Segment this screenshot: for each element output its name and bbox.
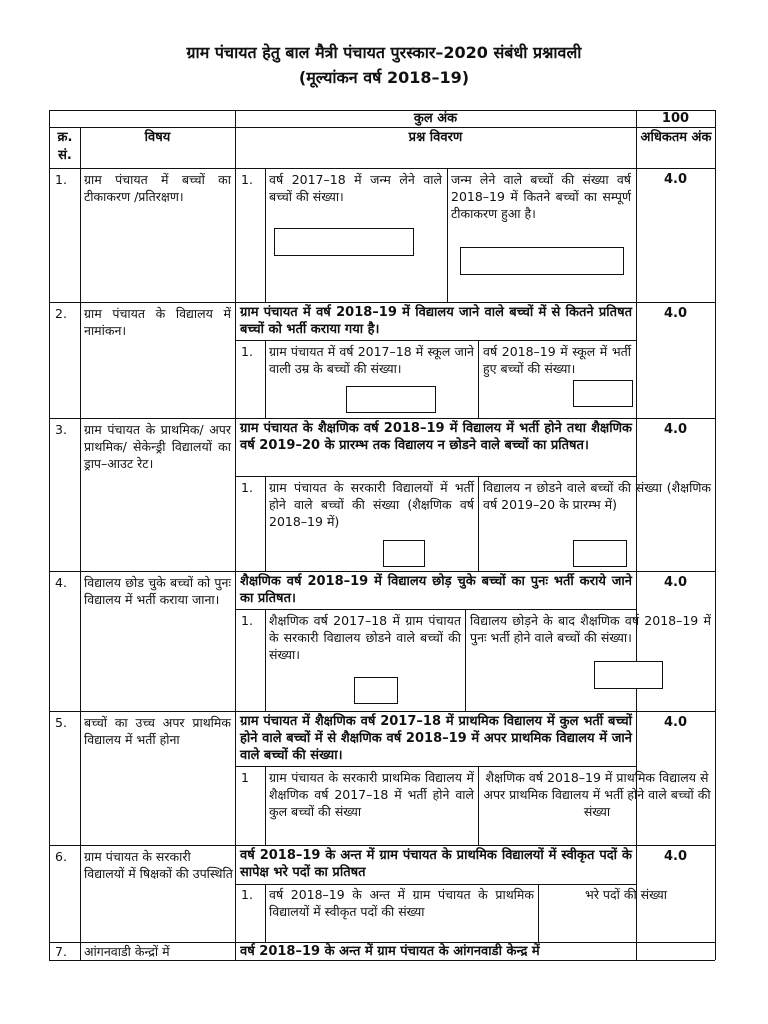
table-rule: [715, 110, 716, 960]
sub-item-number: 1.: [241, 344, 253, 359]
table-rule: [49, 571, 715, 572]
row-number: 5.: [55, 715, 67, 730]
sub-item-number: 1.: [241, 887, 253, 902]
max-marks-header: अधिकतम अंक: [640, 130, 712, 145]
table-rule: [49, 302, 715, 303]
table-rule: [235, 609, 636, 610]
table-rule: [49, 418, 715, 419]
row-heading: शैक्षणिक वर्ष 2018–19 में विद्यालय छोड़ चुके बच्चों का पुनः भर्ती कराये जाने का प्रतिषत।: [240, 574, 632, 606]
row-max-marks: 4.0: [663, 172, 688, 187]
sub-item-left: ग्राम पंचायत के सरकारी विद्यालयों में भर्ती होने वाले बच्चों की संख्या (शैक्षणिक वर्ष 2018–19 में): [269, 480, 474, 529]
sub-item-number: 1.: [241, 172, 253, 187]
row-number: 2.: [55, 306, 67, 321]
sub-item-right: विद्यालय न छोडने वाले बच्चों की संख्या (शैक्षणिक वर्ष 2019–20 के प्रारम्भ में): [483, 480, 711, 512]
total-marks-value: 100: [661, 111, 690, 126]
row-heading: ग्राम पंचायत के शैक्षणिक वर्ष 2018–19 में विद्यालय में भर्ती होने तथा शैक्षणिक वर्ष 2019–20 के प्रारम्भ तक विद्यालय न छोडने वाले बच्चों का प्रतिषत।: [240, 421, 632, 453]
table-rule: [265, 609, 266, 711]
table-rule: [49, 711, 715, 712]
sub-item-left: वर्ष 2018–19 के अन्त में ग्राम पंचायत के प्राथमिक विद्यालयों में स्वीकृत पदों की संख्या: [269, 887, 534, 919]
table-rule: [478, 340, 479, 418]
table-rule: [636, 110, 637, 960]
row-number: 1.: [55, 172, 67, 187]
table-rule: [49, 845, 715, 846]
sub-item-right: वर्ष 2018–19 में स्कूल में भर्ती हुए बच्चों की संख्या।: [483, 344, 631, 376]
page-title: ग्राम पंचायत हेतु बाल मैत्री पंचायत पुरस्कार–2020 संबंधी प्रश्नावली: [186, 43, 582, 62]
table-rule: [49, 127, 715, 128]
answer-box[interactable]: [573, 380, 633, 407]
row-max-marks: 4.0: [663, 849, 688, 864]
page-subtitle: (मूल्यांकन वर्ष 2018–19): [298, 68, 470, 87]
table-rule: [265, 766, 266, 845]
table-rule: [235, 110, 236, 960]
row-number: 3.: [55, 422, 67, 437]
row-heading: वर्ष 2018–19 के अन्त में ग्राम पंचायत के आंगनवाडी केन्द्र में: [240, 944, 540, 959]
table-rule: [49, 110, 50, 960]
row-number: 4.: [55, 575, 67, 590]
sub-item-right: विद्यालय छोड़ने के बाद शैक्षणिक वर्ष 2018–19 में पुनः भर्ती होने वाले बच्चों की संख्या।: [470, 613, 711, 645]
row-subject: ग्राम पंचायत के विद्यालय में नामांकन।: [84, 306, 231, 338]
row-heading: ग्राम पंचायत में शैक्षणिक वर्ष 2017–18 में प्राथमिक विद्यालय में कुल भर्ती बच्चों होने वाले बच्चों में से शैक्षणिक वर्ष 2018–19 में अपर प्राथमिक विद्यालय में जाने वाले बच्चों की संख्या।: [240, 714, 632, 763]
table-rule: [478, 766, 479, 845]
answer-box[interactable]: [573, 540, 627, 567]
answer-box[interactable]: [460, 247, 624, 275]
table-rule: [235, 766, 636, 767]
row-subject: आंगनवाडी केन्द्रों में: [84, 944, 170, 959]
table-rule: [235, 884, 636, 885]
table-rule: [265, 476, 266, 571]
answer-box[interactable]: [594, 661, 663, 689]
sub-item-left: ग्राम पंचायत के सरकारी प्राथमिक विद्यालय में शैक्षणिक वर्ष 2017–18 में भर्ती होने वाले कुल बच्चों की संख्या: [269, 770, 474, 819]
row-heading: ग्राम पंचायत में वर्ष 2018–19 में विद्यालय जाने वाले बच्चों में से कितने प्रतिषत बच्चों को भर्ती कराया गया है।: [240, 305, 632, 337]
answer-box[interactable]: [354, 677, 398, 704]
row-max-marks: 4.0: [663, 715, 688, 730]
sub-item-left: वर्ष 2017–18 में जन्म लेने वाले बच्चों की संख्या।: [269, 172, 442, 204]
table-rule: [538, 884, 539, 942]
row-subject: ग्राम पंचायत में बच्चों का टीकाकरण /प्रतिरक्षण।: [84, 172, 231, 204]
question-detail-header: प्रश्न विवरण: [408, 130, 463, 145]
serial-number-header: क्र. सं.: [57, 130, 73, 163]
sub-item-number: 1: [241, 770, 249, 785]
row-heading: वर्ष 2018–19 के अन्त में ग्राम पंचायत के प्राथमिक विद्यालयों में स्वीकृत पदों के सापेक्ष भरे पदों का प्रतिषत: [240, 848, 632, 880]
subject-header: विषय: [144, 130, 171, 145]
sub-item-number: 1.: [241, 480, 253, 495]
sub-item-right: भरे पदों की संख्या: [585, 887, 667, 902]
table-rule: [49, 960, 715, 961]
row-subject: ग्राम पंचायत के प्राथमिक/ अपर प्राथमिक/ सेकेन्ड्री विद्यालयों का ड्राप–आउट रेट।: [84, 422, 231, 471]
answer-box[interactable]: [346, 386, 436, 413]
table-rule: [265, 168, 266, 302]
sub-item-right: शैक्षणिक वर्ष 2018–19 में प्राथमिक विद्यालय से अपर प्राथमिक विद्यालय में भर्ती होने वाले बच्चों की संख्या: [483, 770, 711, 819]
table-rule: [265, 340, 266, 418]
row-number: 6.: [55, 849, 67, 864]
row-max-marks: 4.0: [663, 575, 688, 590]
sub-item-left: ग्राम पंचायत में वर्ष 2017–18 में स्कूल जाने वाली उम्र के बच्चों की संख्या।: [269, 344, 474, 376]
sub-item-number: 1.: [241, 613, 253, 628]
table-rule: [465, 609, 466, 711]
row-subject: बच्चों का उच्च अपर प्राथमिक विद्यालय में भर्ती होना: [84, 715, 231, 747]
sub-item-right: जन्म लेने वाले बच्चों की संख्या वर्ष 2018–19 में कितने बच्चों का सम्पूर्ण टीकाकरण हुआ है।: [451, 172, 631, 221]
table-rule: [49, 168, 715, 169]
table-rule: [235, 476, 636, 477]
row-subject: विद्यालय छोड चुके बच्चों को पुनः विद्यालय में भर्ती कराया जाना।: [84, 575, 231, 607]
row-max-marks: 4.0: [663, 306, 688, 321]
sub-item-left: शैक्षणिक वर्ष 2017–18 में ग्राम पंचायत के सरकारी विद्यालय छोडने वाले बच्चों की संख्या।: [269, 613, 461, 662]
table-rule: [80, 127, 81, 960]
table-rule: [447, 168, 448, 302]
answer-box[interactable]: [274, 228, 414, 256]
total-marks-label: कुल अंक: [413, 111, 458, 126]
table-rule: [235, 340, 636, 341]
table-rule: [265, 884, 266, 942]
row-max-marks: 4.0: [663, 422, 688, 437]
table-rule: [478, 476, 479, 571]
row-subject: ग्राम पंचायत के सरकारी विद्यालयों में षिक्षकों की उपस्थिति: [84, 849, 233, 881]
row-number: 7.: [55, 944, 67, 959]
answer-box[interactable]: [383, 540, 425, 567]
